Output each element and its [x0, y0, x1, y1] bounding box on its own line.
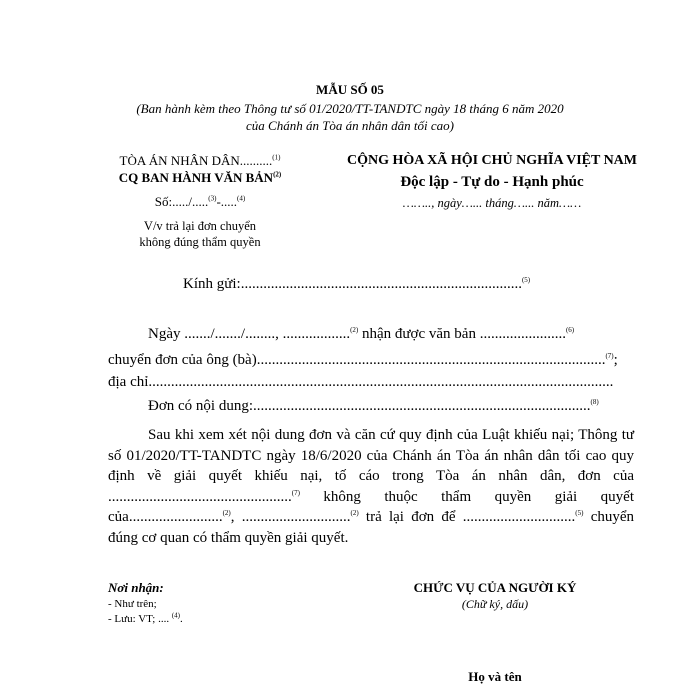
country-name: CỘNG HÒA XÃ HỘI CHỦ NGHĨA VIỆT NAM [346, 153, 637, 168]
recipients-title: Nơi nhận: [108, 580, 164, 595]
footnote-marker: (3) [208, 194, 217, 203]
footnote-marker: (5) [521, 276, 531, 284]
footnote-marker: (2) [350, 509, 359, 517]
recipient-to-line [183, 276, 530, 293]
footnote-marker: (2) [273, 170, 282, 179]
main-text: , ............................. [230, 509, 351, 525]
footnote-marker: (2) [350, 326, 359, 334]
received-doc-text: nhận được văn bản ....................... [358, 326, 566, 342]
main-paragraph [108, 425, 634, 548]
footnote-marker: (4) [171, 611, 180, 620]
footnote-marker: (7) [291, 488, 300, 497]
punctuation: ; [613, 352, 618, 368]
footnote-marker: (2) [222, 509, 231, 517]
footnote-marker: (8) [590, 398, 599, 406]
doc-number-part: Số:...../..... [154, 194, 209, 209]
received-date-text: Ngày ......./......./........, .................. [148, 326, 351, 342]
form-number: MẪU SỐ 05 [316, 82, 384, 97]
signer-note: (Chữ ký, dấu) [461, 597, 529, 611]
document-number [50, 194, 350, 210]
signer-name: Họ và tên [468, 669, 522, 684]
main-text: không thuộc thẩm quyền giải quyết của......................... [108, 488, 634, 525]
footnote-marker: (7) [605, 352, 614, 360]
place-date: …….., ngày…... tháng…... năm…… [402, 196, 582, 210]
court-name-text: TÒA ÁN NHÂN DÂN.......... [119, 153, 273, 168]
paragraph-received-line-2 [108, 352, 618, 369]
issuer-name [50, 170, 350, 186]
to-text: Kính gửi:........................................................................... [183, 276, 522, 292]
recipient-item [108, 613, 183, 625]
content-text: Đơn có nội dung:.......................................................................................... [148, 398, 591, 414]
footnote-marker: (1) [272, 153, 281, 162]
doc-number-part: -..... [216, 194, 238, 209]
court-name [50, 153, 350, 169]
recipient-item: - Như trên; [108, 598, 157, 610]
subject-line-1: V/v trả lại đơn chuyển [143, 219, 257, 233]
footnote-marker: (4) [237, 194, 246, 203]
footnote-marker: (5) [575, 509, 584, 517]
complainant-text: chuyển đơn của ông (bà)............................................................................................. [108, 352, 606, 368]
signer-title: CHỨC VỤ CỦA NGƯỜI KÝ [413, 580, 577, 595]
main-text: Sau khi xem xét nội dung đơn và căn cứ quy định của Luật khiếu nại; Thông tư số 01/2020/TT-TANDTC ngày 18/6/2020 của Chánh án Tòa án nhân dân tối cao quy định về giải quyết khiếu nại, tố cáo trong Tòa án nhân dân, đơn của ................................................. [108, 427, 634, 505]
main-text: chuyển đúng cơ quan có thẩm quyền giải quyết. [108, 509, 635, 546]
paragraph-content [148, 398, 599, 415]
paragraph-received-line-1 [148, 326, 574, 343]
footnote-marker: (6) [565, 326, 575, 334]
main-text: trả lại đơn để .............................. [358, 509, 576, 525]
issued-by-line-2: của Chánh án Tòa án nhân dân tối cao) [246, 118, 454, 133]
recipient-text: - Lưu: VT; .... [108, 613, 172, 625]
punctuation: . [180, 613, 183, 625]
national-motto: Độc lập - Tự do - Hạnh phúc [400, 174, 584, 190]
issued-by-line-1: (Ban hành kèm theo Thông tư số 01/2020/TT-TANDTC ngày 18 tháng 6 năm 2020 [136, 101, 564, 116]
issuer-text: CQ BAN HÀNH VĂN BẢN [118, 170, 274, 185]
subject-line-2: không đúng thẩm quyền [139, 235, 261, 249]
paragraph-received-line-3: địa chỉ............................................................................................................................ [108, 374, 614, 390]
